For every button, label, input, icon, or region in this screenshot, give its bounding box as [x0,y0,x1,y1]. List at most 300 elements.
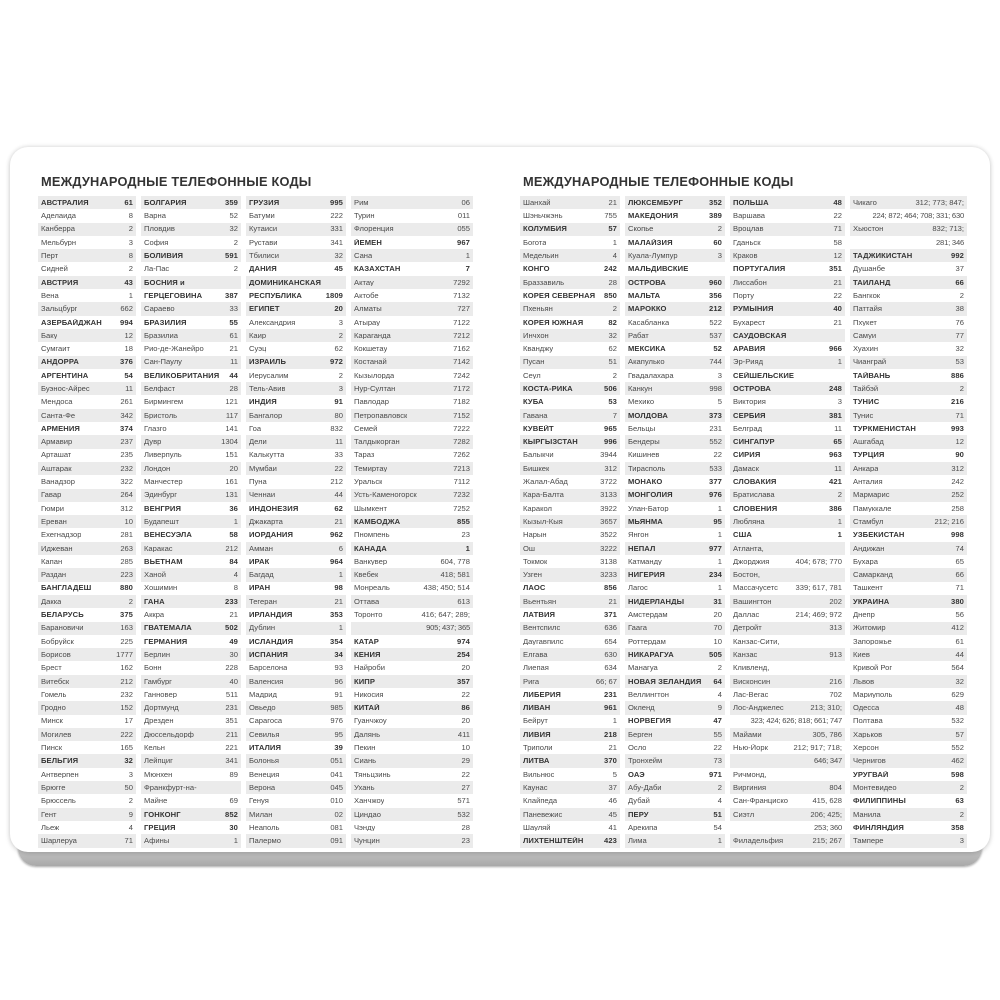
table-row [625,715,725,728]
phone-code: 152 [120,703,133,713]
country-name: ЛИВАН [523,704,551,712]
table-row [246,489,346,502]
phone-code: 1809 [325,290,343,300]
table-row [850,382,967,395]
phone-code: 1 [717,836,722,846]
city-name: Дамаск [733,464,759,473]
country-name: АВСТРАЛИЯ [41,198,89,207]
city-name: Дакка [41,597,62,606]
country-name: КАТАР [354,637,379,646]
phone-code: 61 [955,636,964,646]
phone-code: 985 [330,703,343,713]
table-row [141,635,241,648]
city-name: Бостон, [733,571,760,579]
phone-code: 552 [709,437,722,447]
table-row [520,409,620,422]
phone-code: 8 [233,583,238,593]
phone-code: 21 [608,197,617,207]
phone-code: 974 [457,636,470,646]
phone-code: 418; 581 [440,570,470,580]
phone-code: 22 [334,463,343,473]
table-row [850,834,967,847]
table-row [246,728,346,741]
table-row [625,289,725,302]
phone-code: 351 [225,716,238,726]
table-row [38,715,136,728]
phone-code: 22 [461,689,470,699]
phone-code: 44 [229,370,238,380]
table-row [625,475,725,488]
city-name: Канзас-Сити, [733,637,780,646]
phone-code: 960 [709,277,722,287]
city-name: Бухарест [733,318,766,327]
table-row [141,701,241,714]
phone-code: 29 [461,756,470,766]
city-name: Памуккале [853,504,892,513]
city-name: Детройт [733,624,762,632]
phone-code: 221 [225,743,238,753]
phone-code: 7122 [453,317,470,327]
table-row [38,395,136,408]
table-row [141,821,241,834]
phone-code: 1 [465,251,470,261]
table-row [850,728,967,741]
city-name: Амстердам [628,611,668,619]
city-name: Лиепая [523,664,549,672]
phone-code: 856 [604,583,617,593]
table-row [38,555,136,568]
phone-code: 252 [951,490,964,500]
phone-code: 254 [457,649,470,659]
table-row [625,382,725,395]
table-row [38,462,136,475]
phone-code: 212 [709,304,722,314]
city-name: Сараево [144,305,175,313]
table-row [38,515,136,528]
phone-code: 37 [608,782,617,792]
table-row [730,302,845,315]
phone-code: 62 [334,344,343,354]
table-row [246,223,346,236]
phone-code: 37 [955,264,964,274]
country-name: БЕЛЬГИЯ [41,757,79,765]
table-row [246,595,346,608]
city-name: Баку [41,331,58,340]
table-row [730,675,845,688]
table-row [520,808,620,821]
city-name: Сидней [41,265,68,273]
table-row [38,196,136,209]
country-name: ДАНИЯ [249,265,277,273]
table-row [850,236,967,249]
phone-code: 20 [229,463,238,473]
phone-code: 2 [959,290,964,300]
table-row [351,289,473,302]
phone-code: 231 [225,703,238,713]
city-name: Валенсия [249,677,284,686]
codes-column [850,196,967,848]
table-row [520,542,620,555]
city-name: Мехико [628,398,655,406]
phone-code: 53 [955,357,964,367]
phone-code: 151 [225,450,238,460]
table-row [730,356,845,369]
country-name: ГОНКОНГ [144,810,181,819]
table-row [730,395,845,408]
table-row [730,329,845,342]
phone-code: 2 [128,224,133,234]
table-row [351,528,473,541]
city-name: Ла-Пас [144,265,170,273]
phone-code: 963 [829,450,842,460]
phone-code: 21 [833,277,842,287]
phone-code: 93 [334,663,343,673]
city-name: Венеция [249,770,280,779]
phone-code: 7182 [453,397,470,407]
phone-code: 6 [338,543,343,553]
phone-code: 222 [330,211,343,221]
city-name: Любляна [733,517,765,526]
phone-code: 281; 346 [936,237,964,247]
phone-code: 2 [837,490,842,500]
table-row [520,502,620,515]
table-row [141,395,241,408]
phone-code: 4 [128,822,133,832]
phone-code: 380 [951,596,964,606]
phone-code: 998 [709,384,722,393]
phone-code: 22 [461,769,470,779]
city-name: Хьюстон [853,225,884,234]
phone-code: 1 [612,237,617,247]
phone-code: 91 [334,397,343,407]
city-name: Амман [249,544,273,553]
city-name: Перт [41,252,59,260]
phone-code: 225 [120,636,133,646]
table-row [351,542,473,555]
city-name: Осло [628,744,647,752]
table-row [850,409,967,422]
table-row [520,821,620,834]
table-row [625,449,725,462]
city-name: Семей [354,424,378,433]
phone-code: 71 [124,836,133,846]
phone-code: 61 [229,330,238,340]
phone-code: 312 [120,503,133,513]
table-row [141,728,241,741]
phone-code: 629 [951,689,964,699]
city-name: Бендеры [628,438,660,446]
phone-code: 235 [120,450,133,460]
city-name: Майне [144,797,168,805]
city-name: Бирмингем [144,398,184,406]
city-name: Берген [628,730,653,739]
table-row [520,622,620,635]
table-row [38,475,136,488]
phone-code: 634 [604,663,617,673]
phone-code: 532 [951,716,964,726]
table-row [141,342,241,355]
table-row [351,409,473,422]
table-row [141,808,241,821]
city-name: Сумгаит [41,345,70,353]
city-name: Гомель [41,690,67,699]
phone-code: 7252 [453,503,470,513]
phone-code: 11 [834,463,842,473]
table-row [351,422,473,435]
table-row [141,688,241,701]
phone-code: 216 [829,676,842,686]
city-name: Роттердам [628,637,666,646]
table-row [246,196,346,209]
phone-code: 832 [330,423,343,433]
table-row [141,834,241,847]
country-name: ТАЙВАНЬ [853,371,891,380]
table-row [38,302,136,315]
table-row [850,821,967,834]
city-name: Уральск [354,478,383,486]
city-name: Верона [249,783,276,792]
table-row [625,701,725,714]
phone-code: 163 [120,623,133,633]
city-name: Берлин [144,650,171,659]
city-name: Мариуполь [853,690,893,699]
table-row [141,196,241,209]
city-name: Манила [853,810,881,819]
table-row [850,316,967,329]
phone-code: 11 [125,384,133,393]
city-name: Рио-де-Жанейро [144,345,204,353]
phone-code: 7282 [453,437,470,447]
phone-code: 2 [338,330,343,340]
table-row [850,754,967,767]
phone-code: 21 [608,743,617,753]
table-row [246,542,346,555]
table-row [38,675,136,688]
table-row [520,236,620,249]
table-row [730,701,845,714]
city-name: Белфаст [144,385,176,393]
city-name: Кливленд, [733,664,770,672]
phone-code: 3 [128,769,133,779]
table-row [38,661,136,674]
table-row [246,342,346,355]
country-name: АРМЕНИЯ [41,424,80,433]
phone-code: 3 [959,836,964,846]
phone-code: 371 [604,610,617,620]
phone-code: 1 [717,583,722,593]
city-name: Куала-Лумпур [628,252,678,260]
phone-code: 1 [128,290,133,300]
phone-code: 76 [955,317,964,327]
city-name: Монтевидео [853,783,897,792]
country-name: КОНГО [523,265,550,273]
table-row [38,502,136,515]
phone-code: 2 [959,384,964,393]
city-name: Гавар [41,491,62,499]
city-name: Нур-Султан [354,385,396,393]
phone-code: 46 [608,796,617,806]
table-row [730,688,845,701]
phone-code: 913 [829,649,842,659]
phone-code: 3222 [600,543,617,553]
table-row [850,595,967,608]
phone-code: 141 [225,423,238,433]
table-row [141,661,241,674]
city-name: Костанай [354,358,387,366]
table-row [38,422,136,435]
table-row [730,648,845,661]
phone-code: 4 [717,796,722,806]
phone-code: 967 [457,237,470,247]
phone-code: 234 [709,570,722,580]
table-row [730,542,845,555]
phone-code: 49 [229,636,238,646]
city-name: Ухань [354,783,375,792]
phone-code: 45 [334,264,343,274]
city-name: Аккра [144,611,165,619]
country-name: ИНДОНЕЗИЯ [249,504,299,513]
phone-code: 564 [951,663,964,673]
table-row [730,475,845,488]
phone-code: 22 [833,211,842,221]
phone-code: 4 [612,251,617,261]
table-row [38,369,136,382]
phone-code: 2 [959,809,964,819]
table-row [38,595,136,608]
country-name: МАЛЬТА [628,291,661,300]
city-name: Армавир [41,438,73,446]
table-row [730,595,845,608]
city-name: Минск [41,717,63,726]
phone-code: 20 [461,663,470,673]
city-name: Майами [733,730,762,739]
table-row [625,302,725,315]
table-row [520,302,620,315]
phone-code: 281 [120,530,133,540]
city-name: Анталия [853,478,883,486]
table-row [141,276,241,289]
table-row [520,395,620,408]
phone-code: 341 [330,237,343,247]
table-row [520,794,620,807]
city-name: Джакарта [249,517,283,526]
table-row [246,356,346,369]
table-row [850,568,967,581]
table-row [850,688,967,701]
country-name: БОСНИЯ и [144,278,185,287]
country-name: КУВЕЙТ [523,424,554,433]
city-name: Буэнос-Айрес [41,385,90,393]
city-name: Манчестер [144,478,183,486]
phone-code: 993 [951,423,964,433]
phone-code: 62 [608,344,617,354]
phone-code: 212; 917; 718; [793,743,842,753]
city-name: Шэньчжэнь [523,212,563,220]
city-name: Каунас [523,783,548,792]
phone-code: 222 [120,729,133,739]
table-row [141,316,241,329]
city-name: Хуахин [853,345,879,353]
table-row [246,701,346,714]
table-row [730,262,845,275]
phone-code: 537 [709,330,722,340]
phone-code: 662 [120,304,133,314]
phone-code: 636 [604,623,617,633]
table-row [730,422,845,435]
country-name: ИРЛАНДИЯ [249,611,293,619]
phone-code: 96 [334,676,343,686]
city-name: Льеж [41,823,60,832]
phone-code: 312; 773; 847; [915,197,964,207]
city-name: Никосия [354,690,384,699]
table-row [850,661,967,674]
city-name: Дортмунд [144,704,179,712]
table-row [850,435,967,448]
city-name: Браззавиль [523,278,565,287]
phone-code: 1 [233,836,238,846]
city-name: Жалал-Абад [523,478,568,486]
country-name: ОСТРОВА [628,278,667,287]
phone-code: 63 [955,796,964,806]
city-name: Тегеран [249,597,277,606]
phone-code: 206; 425; [810,809,842,819]
phone-code: 23 [461,836,470,846]
phone-code: 7 [612,410,617,420]
phone-code: 32 [229,224,238,234]
table-row [625,821,725,834]
codes-column [246,196,346,848]
table-row [520,262,620,275]
city-name: Сан-Франциско [733,797,788,805]
table-row [351,555,473,568]
table-row [850,449,967,462]
city-name: Вьентьян [523,597,557,606]
city-name: Квебек [354,571,379,579]
phone-code: 051 [330,756,343,766]
country-name: АВСТРИЯ [41,278,79,287]
table-row [520,675,620,688]
table-row [520,209,620,222]
table-row [730,661,845,674]
city-name: Бристоль [144,411,178,420]
table-row [141,542,241,555]
phone-code: 242 [604,264,617,274]
table-row [730,622,845,635]
phone-code: 9 [128,809,133,819]
table-row [38,821,136,834]
table-row [730,568,845,581]
city-name: Оттава [354,597,380,606]
city-name: Рим [354,198,369,207]
phone-code: 58 [833,237,842,247]
table-row [246,768,346,781]
phone-code: 7132 [453,290,470,300]
phone-code: 66; 67 [595,676,617,686]
city-name: Лима [628,837,647,845]
country-name: ГВАТЕМАЛА [144,624,192,632]
phone-code: 84 [229,556,238,566]
country-name: ВЕНГРИЯ [144,504,182,513]
city-name: Хошимин [144,584,178,593]
phone-code: 263 [120,543,133,553]
table-row [38,648,136,661]
planner-open-spread [10,147,990,852]
table-row [246,302,346,315]
phone-code: 52 [713,344,722,354]
table-row [625,502,725,515]
table-row [38,209,136,222]
table-row [38,435,136,448]
